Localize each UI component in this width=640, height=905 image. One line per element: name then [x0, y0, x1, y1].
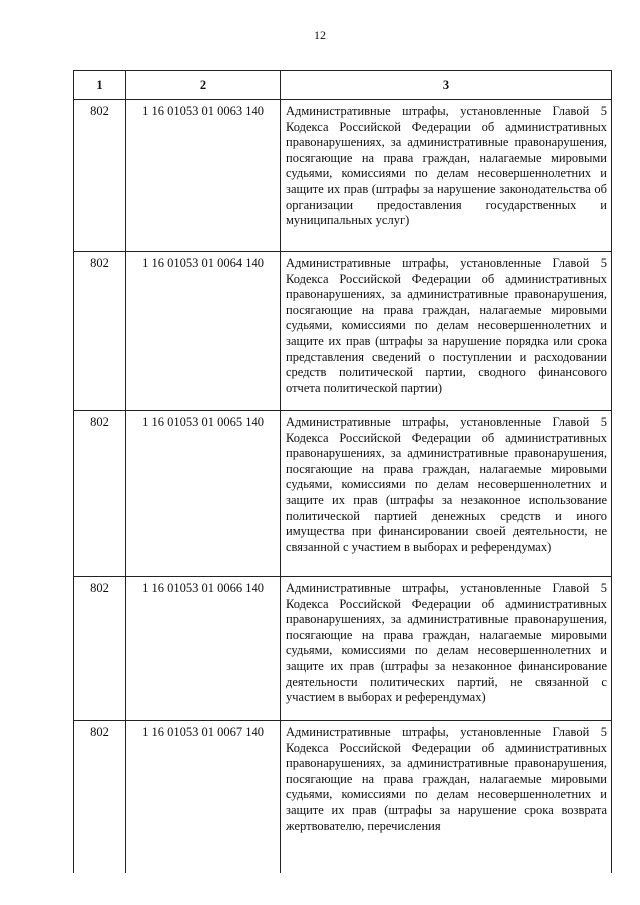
table-header-row	[74, 71, 612, 100]
kbk-code-cell: 1 16 01053 01 0064 140	[126, 252, 281, 411]
kbk-code-cell: 1 16 01053 01 0066 140	[126, 577, 281, 721]
column-header-2: 2	[126, 71, 281, 100]
admin-code-cell: 802	[74, 411, 126, 577]
page-number: 12	[314, 28, 326, 42]
description-cell: Административные штрафы, установленные Главой 5 Кодекса Российской Федерации об административных правонарушениях, за административные правонарушения, посягающие на права граждан, налагаемые мировыми судьями, комиссиями по делам несовершеннолетних и защите их прав (штрафы за нарушение законодательства об организации предоставления государственных и муниципальных услуг)	[281, 100, 612, 252]
description-cell: Административные штрафы, установленные Главой 5 Кодекса Российской Федерации об административных правонарушениях, за административные правонарушения, посягающие на права граждан, налагаемые мировыми судьями, комиссиями по делам несовершеннолетних и защите их прав (штрафы за незаконное финансирование деятельности политических партий, не связанной с участием в выборах и референдумах)	[281, 577, 612, 721]
table-row	[74, 252, 612, 411]
admin-code-cell: 802	[74, 100, 126, 252]
table-row	[74, 411, 612, 577]
column-header-3: 3	[281, 71, 612, 100]
kbk-code-cell: 1 16 01053 01 0067 140	[126, 721, 281, 874]
kbk-code-cell: 1 16 01053 01 0065 140	[126, 411, 281, 577]
admin-code-cell: 802	[74, 721, 126, 874]
kbk-code-cell: 1 16 01053 01 0063 140	[126, 100, 281, 252]
table-row	[74, 577, 612, 721]
description-cell: Административные штрафы, установленные Главой 5 Кодекса Российской Федерации об административных правонарушениях, за административные правонарушения, посягающие на права граждан, налагаемые мировыми судьями, комиссиями по делам несовершеннолетних и защите их прав (штрафы за нарушение порядка или срока представления сведений о поступлении и расходовании средств политической партии, сводного финансового отчета политической партии)	[281, 252, 612, 411]
description-cell: Административные штрафы, установленные Главой 5 Кодекса Российской Федерации об административных правонарушениях, за административные правонарушения, посягающие на права граждан, налагаемые мировыми судьями, комиссиями по делам несовершеннолетних и защите их прав (штрафы за нарушение срока возврата жертвователю, перечисления	[281, 721, 612, 874]
admin-code-cell: 802	[74, 577, 126, 721]
revenue-codes-table	[73, 70, 612, 873]
column-header-1: 1	[74, 71, 126, 100]
admin-code-cell: 802	[74, 252, 126, 411]
table-row	[74, 100, 612, 252]
table-row	[74, 721, 612, 874]
description-cell: Административные штрафы, установленные Главой 5 Кодекса Российской Федерации об административных правонарушениях, за административные правонарушения, посягающие на права граждан, налагаемые мировыми судьями, комиссиями по делам несовершеннолетних и защите их прав (штрафы за незаконное использование политической партией денежных средств и иного имущества при финансировании своей деятельности, не связанной с участием в выборах и референдумах)	[281, 411, 612, 577]
